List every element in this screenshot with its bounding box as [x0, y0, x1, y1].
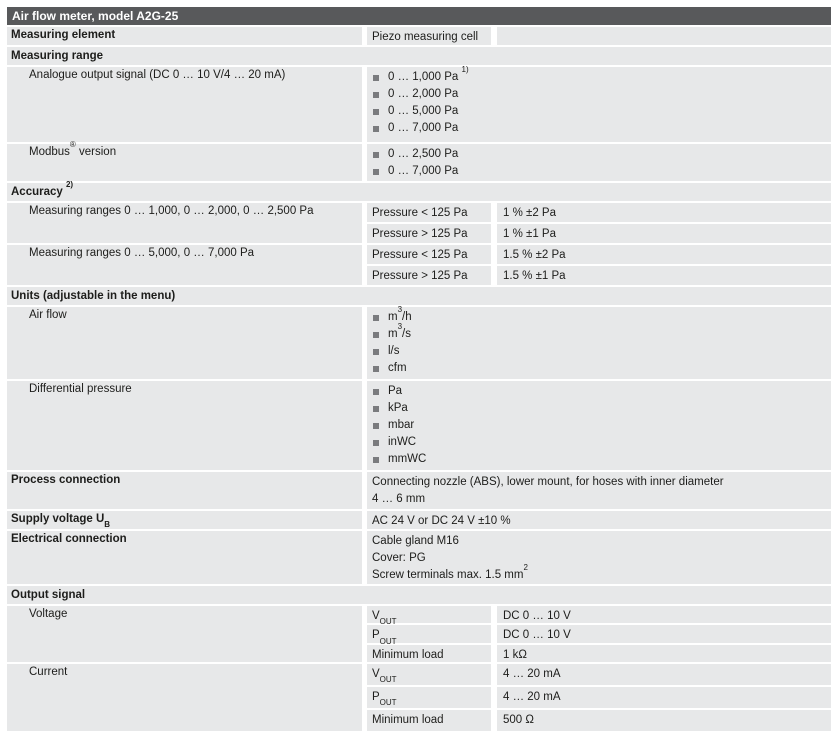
bullet-label: cfm: [388, 362, 407, 374]
superscript: 2: [523, 562, 528, 572]
spec-row-supply-voltage-ub: [7, 511, 831, 529]
bullet-item: [372, 163, 825, 180]
bullet-label: inWC: [388, 436, 417, 448]
superscript: 3: [397, 321, 403, 331]
superscript: 3: [397, 304, 403, 314]
spec-value: 4 … 20 mA: [503, 691, 561, 703]
spec-value: 1 % ±1 Pa: [503, 228, 556, 240]
value-area: [367, 245, 831, 285]
bullet-label: kPa: [388, 402, 408, 414]
spec-value-cell: [497, 224, 831, 243]
value-area: [367, 511, 831, 529]
bullet-square-icon: [373, 406, 379, 412]
spec-subrow: [367, 203, 831, 222]
spec-key-cell: [367, 224, 491, 243]
spec-value: DC 0 … 10 V: [503, 629, 571, 642]
spec-key: Minimum load: [372, 648, 444, 661]
row-label-cell: [7, 203, 362, 243]
section-row-measuring-range: [7, 47, 831, 65]
bullet-item: [372, 343, 825, 360]
spec-value: 1.5 % ±2 Pa: [503, 249, 566, 261]
spec-row-differential-pressure: [7, 381, 831, 470]
section-title: Output signal: [11, 589, 86, 601]
spec-row-measuring-ranges-0-5-000-0-7-000-pa: [7, 245, 831, 285]
value-line: Cover: PG: [372, 552, 426, 564]
bullet-label: $m^3/h$: [388, 304, 412, 323]
row-label-cell: [7, 472, 362, 509]
bullet-label: $m^3/s$: [388, 321, 411, 340]
row-label-cell: [7, 664, 362, 731]
spec-value: 4 … 20 mA: [503, 668, 561, 680]
bullet-square-icon: [373, 440, 379, 446]
row-label: Measuring ranges 0 … 5,000, 0 … 7,000 Pa: [29, 247, 255, 259]
row-label: Current: [29, 666, 68, 678]
bullet-square-icon: [373, 366, 379, 372]
spec-value-cell: [497, 710, 831, 731]
row-label-cell: [7, 511, 362, 529]
value-line: Piezo measuring cell: [372, 31, 479, 43]
spec-key-cell: [367, 645, 491, 662]
value-area: [367, 606, 831, 662]
spec-value-cell: [367, 381, 831, 470]
spec-value: DC 0 … 10 V: [503, 610, 571, 622]
spec-row-modbus-version: [7, 139, 831, 181]
spec-subrow: [367, 224, 831, 243]
value-area: [367, 472, 831, 509]
value-line: Cable gland M16: [372, 535, 459, 547]
spec-row-electrical-connection: [7, 531, 831, 584]
spec-value: 1.5 % ±1 Pa: [503, 270, 566, 282]
spec-key-cell: [367, 203, 491, 222]
bullet-square-icon: [373, 75, 379, 81]
bullet-label: Pa: [388, 385, 403, 397]
spec-key: Pressure > 125 Pa: [372, 270, 468, 282]
bullet-label: 0 … 5,000 Pa: [388, 105, 459, 117]
row-label-cell: [7, 606, 362, 662]
spec-value: 1 % ±2 Pa: [503, 207, 556, 219]
spec-value-cell: [367, 304, 831, 379]
row-label: Supply voltage $U_B$: [11, 513, 111, 530]
spec-value-cell: [367, 27, 491, 45]
spec-value-cell: [367, 511, 831, 529]
bullet-item: [372, 304, 825, 326]
bullet-label: l/s: [388, 345, 400, 357]
value-area: [367, 27, 831, 45]
spec-key: Minimum load: [372, 714, 444, 726]
subscript: B: [104, 520, 111, 530]
spec-key-cell: [367, 606, 491, 627]
bullet-square-icon: [373, 169, 379, 175]
row-label-cell: [7, 139, 362, 181]
spec-value: 1 kΩ: [503, 648, 527, 661]
spec-subrow: [367, 645, 831, 662]
spec-key: Pressure > 125 Pa: [372, 228, 468, 240]
row-label: Modbus® version: [29, 139, 117, 158]
bullet-item: [372, 146, 825, 163]
row-label: Measuring element: [11, 29, 116, 41]
spec-value-cell: [497, 245, 831, 264]
row-label: Air flow: [29, 309, 67, 321]
spec-key-cell: [367, 664, 491, 685]
section-row-accuracy-2: [7, 179, 831, 201]
spec-subrow: [367, 625, 831, 646]
bullet-square-icon: [373, 349, 379, 355]
bullet-square-icon: [373, 109, 379, 115]
section-title: Units (adjustable in the menu): [11, 290, 176, 302]
value-line: 4 … 6 mm: [372, 493, 426, 505]
bullet-square-icon: [373, 152, 379, 158]
bullet-label: 0 … 7,000 Pa: [388, 165, 459, 177]
subscript: OUT: [379, 636, 397, 646]
spec-row-measuring-ranges-0-1-000-0-2-000-0-2-500-p: [7, 203, 831, 243]
spec-row-current: [7, 664, 831, 731]
row-label: Electrical connection: [11, 533, 127, 545]
bullet-item: [372, 103, 825, 120]
value-area: [367, 203, 831, 243]
superscript: ®: [69, 139, 76, 149]
spec-value-cell: [497, 266, 831, 285]
spec-key: Pressure < 125 Pa: [372, 207, 468, 219]
value-line: Screw terminals max. 1.5 $mm^2$: [372, 562, 528, 581]
spec-subrow: [367, 687, 831, 708]
subscript: OUT: [379, 617, 397, 627]
row-label-cell: [7, 531, 362, 584]
spec-key: Pressure < 125 Pa: [372, 249, 468, 261]
bullet-square-icon: [373, 389, 379, 395]
row-label-cell: [7, 381, 362, 470]
spec-subrow: [367, 266, 831, 285]
table-title: Air flow meter, model A2G-25: [12, 9, 179, 23]
row-label-cell: [7, 245, 362, 285]
value-area: [367, 664, 831, 731]
bullet-item: [372, 360, 825, 377]
spec-key-cell: [367, 687, 491, 708]
bullet-item: [372, 400, 825, 417]
subscript: OUT: [379, 698, 397, 708]
value-area: [367, 144, 831, 181]
spec-row-measuring-element: [7, 27, 831, 45]
bullet-item: [372, 64, 825, 86]
row-label-cell: [7, 307, 362, 379]
bullet-label: 0 … 1,000 Pa $^{1)}$: [388, 64, 469, 83]
empty-cell: [497, 27, 831, 45]
spec-key-cell: [367, 625, 491, 646]
spec-subrow: [367, 710, 831, 731]
row-label: Differential pressure: [29, 383, 132, 395]
spec-value-cell: [367, 531, 831, 584]
spec-key-cell: [367, 710, 491, 731]
spec-key: $V_{OUT}$: [372, 610, 397, 627]
value-area: [367, 64, 831, 142]
superscript: 1): [461, 64, 469, 74]
spec-value-cell: [367, 64, 831, 142]
value-line: Connecting nozzle (ABS), lower mount, for hoses with inner diameter: [372, 476, 724, 488]
spec-key-cell: [367, 245, 491, 264]
subscript: OUT: [379, 675, 397, 685]
table-title-bar: [7, 7, 831, 25]
value-area: [367, 381, 831, 470]
bullet-item: [372, 120, 825, 137]
value-line: AC 24 V or DC 24 V ±10 %: [372, 515, 511, 527]
row-label-cell: [7, 67, 362, 142]
section-title: Accuracy $^{2)}$: [11, 179, 74, 198]
row-label: Process connection: [11, 474, 121, 486]
bullet-item: [372, 417, 825, 434]
spec-value-cell: [367, 472, 831, 509]
value-area: [367, 304, 831, 379]
spec-subrow: [367, 245, 831, 264]
bullet-square-icon: [373, 457, 379, 463]
bullet-label: mbar: [388, 419, 415, 431]
bullet-square-icon: [373, 332, 379, 338]
spec-key: $V_{OUT}$: [372, 668, 397, 685]
spec-value-cell: [497, 687, 831, 708]
bullet-square-icon: [373, 92, 379, 98]
bullet-square-icon: [373, 315, 379, 321]
bullet-label: 0 … 7,000 Pa: [388, 122, 459, 134]
bullet-item: [372, 434, 825, 451]
spec-key-cell: [367, 266, 491, 285]
section-row-units-adjustable-in-the-menu: [7, 287, 831, 305]
spec-subrow: [367, 606, 831, 627]
bullet-square-icon: [373, 423, 379, 429]
spec-row-analogue-output-signal-dc-0-10-v-4-20-ma: [7, 64, 831, 142]
value-area: [367, 531, 831, 584]
section-title: Measuring range: [11, 50, 104, 62]
bullet-label: 0 … 2,000 Pa: [388, 88, 459, 100]
spec-value-cell: [497, 203, 831, 222]
spec-row-process-connection: [7, 472, 831, 509]
spec-value-cell: [497, 606, 831, 623]
spec-key: $P_{OUT}$: [372, 691, 397, 708]
spec-value: 500 Ω: [503, 714, 534, 726]
bullet-item: [372, 86, 825, 103]
row-label: Voltage: [29, 608, 68, 620]
bullet-item: [372, 451, 825, 468]
superscript: 2): [65, 179, 74, 189]
section-row-output-signal: [7, 586, 831, 604]
spec-table: [7, 7, 831, 731]
bullet-item: [372, 321, 825, 343]
spec-row-air-flow: [7, 304, 831, 379]
spec-value-cell: [497, 645, 831, 662]
bullet-label: 0 … 2,500 Pa: [388, 148, 459, 160]
spec-value-cell: [367, 144, 831, 181]
row-label: Analogue output signal (DC 0 … 10 V/4 … 20 mA): [29, 69, 286, 81]
spec-subrow: [367, 664, 831, 685]
row-label: Measuring ranges 0 … 1,000, 0 … 2,000, 0 … 2,500 Pa: [29, 205, 314, 217]
spec-key: $P_{OUT}$: [372, 629, 397, 646]
row-label-cell: [7, 27, 362, 45]
bullet-item: [372, 383, 825, 400]
spec-value-cell: [497, 625, 831, 642]
spec-value-cell: [497, 664, 831, 685]
bullet-square-icon: [373, 126, 379, 132]
spec-row-voltage: [7, 606, 831, 662]
bullet-label: mmWC: [388, 453, 427, 465]
